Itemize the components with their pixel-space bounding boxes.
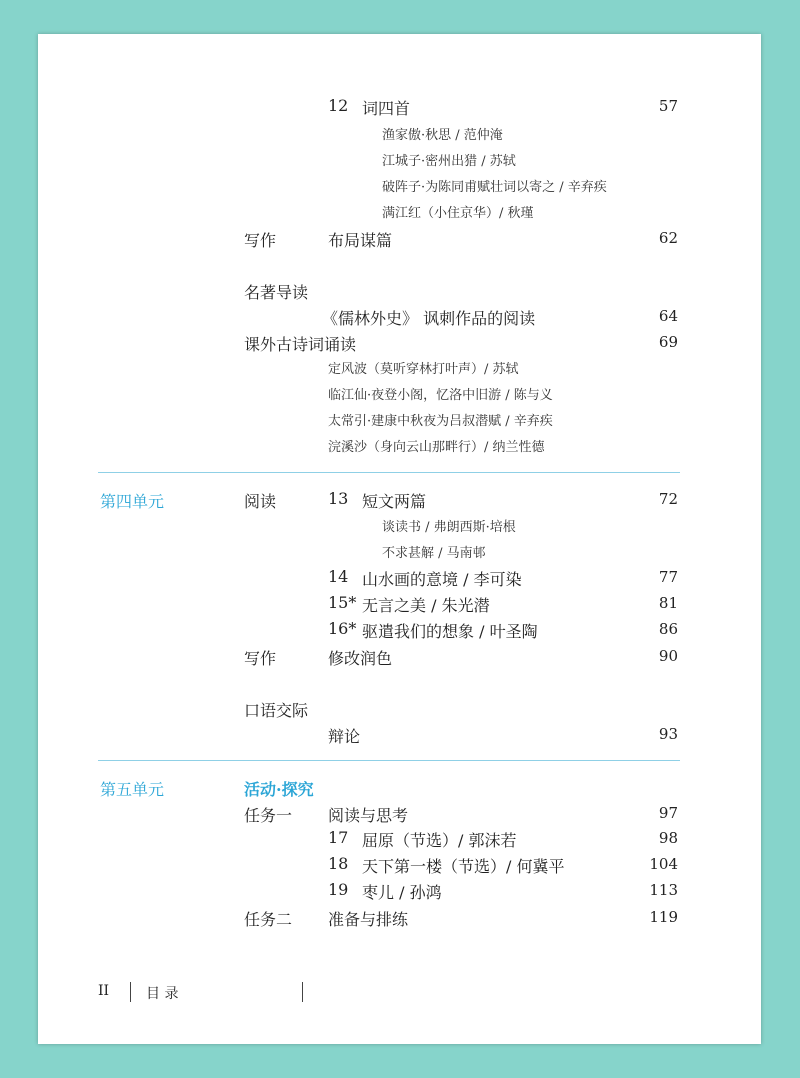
lesson-12-poem-2[interactable]: 江城子·密州出猎 / 苏轼	[382, 154, 516, 169]
writing-title[interactable]: 布局谋篇	[328, 231, 393, 250]
lesson-15-title[interactable]: 无言之美 / 朱光潜	[362, 596, 490, 615]
lesson-17-title[interactable]: 屈原（节选）/ 郭沫若	[362, 831, 517, 850]
lesson-19-page: 113	[649, 881, 678, 899]
writing-label: 写作	[244, 231, 277, 250]
lesson-14-number: 14	[328, 567, 349, 586]
activity-heading: 活动·探究	[244, 780, 314, 799]
footer-divider	[130, 982, 131, 1002]
classic-guide-label: 名著导读	[244, 283, 309, 302]
footer-page-number: II	[98, 983, 110, 999]
lesson-12-poem-1[interactable]: 渔家傲·秋思 / 范仲淹	[382, 128, 503, 143]
lesson-16-page: 86	[658, 620, 678, 638]
writing-4-title[interactable]: 修改润色	[328, 649, 393, 668]
oral-title[interactable]: 辩论	[328, 727, 361, 746]
writing-4-label: 写作	[244, 649, 277, 668]
oral-page: 93	[658, 725, 678, 743]
lesson-16-title[interactable]: 驱遣我们的想象 / 叶圣陶	[362, 622, 538, 641]
oral-label: 口语交际	[244, 701, 309, 720]
classic-guide-title[interactable]: 《儒林外史》 讽刺作品的阅读	[322, 309, 536, 328]
lesson-19-number: 19	[328, 880, 349, 899]
unit-divider-2	[98, 760, 680, 761]
task-1-title[interactable]: 阅读与思考	[328, 806, 409, 825]
unit-4-label: 第四单元	[100, 492, 165, 511]
lesson-13-title[interactable]: 短文两篇	[362, 492, 427, 511]
writing-page: 62	[658, 229, 678, 247]
extra-poem-2[interactable]: 临江仙·夜登小阁，忆洛中旧游 / 陈与义	[328, 388, 553, 403]
lesson-18-page: 104	[649, 855, 678, 873]
task-2-title[interactable]: 准备与排练	[328, 910, 409, 929]
task-2-label: 任务二	[244, 910, 293, 929]
lesson-18-title[interactable]: 天下第一楼（节选）/ 何冀平	[362, 857, 565, 876]
task-1-page: 97	[658, 804, 678, 822]
unit-divider	[98, 472, 680, 473]
footer-divider-2	[302, 982, 303, 1002]
lesson-19-title[interactable]: 枣儿 / 孙鸿	[362, 883, 442, 902]
lesson-12-page: 57	[658, 97, 678, 115]
classic-guide-page: 64	[658, 307, 678, 325]
toc-page	[38, 34, 761, 1044]
unit-4-reading-label: 阅读	[244, 492, 277, 511]
extra-poems-label[interactable]: 课外古诗词诵读	[244, 335, 357, 354]
unit-5-label: 第五单元	[100, 780, 165, 799]
lesson-17-page: 98	[658, 829, 678, 847]
extra-poem-1[interactable]: 定风波（莫听穿林打叶声）/ 苏轼	[328, 362, 519, 377]
lesson-12-poem-3[interactable]: 破阵子·为陈同甫赋壮词以寄之 / 辛弃疾	[382, 180, 607, 195]
lesson-15-number: 15*	[328, 593, 357, 612]
extra-poems-page: 69	[658, 333, 678, 351]
task-1-label: 任务一	[244, 806, 293, 825]
task-2-page: 119	[649, 908, 678, 926]
lesson-12-title[interactable]: 词四首	[362, 99, 411, 118]
lesson-13-page: 72	[658, 490, 678, 508]
lesson-18-number: 18	[328, 854, 349, 873]
lesson-16-number: 16*	[328, 619, 357, 638]
lesson-14-page: 77	[658, 568, 678, 586]
extra-poem-3[interactable]: 太常引·建康中秋夜为吕叔潜赋 / 辛弃疾	[328, 414, 553, 429]
lesson-15-page: 81	[658, 594, 678, 612]
lesson-13-essay-2[interactable]: 不求甚解 / 马南邨	[382, 546, 486, 561]
lesson-14-title[interactable]: 山水画的意境 / 李可染	[362, 570, 522, 589]
lesson-13-essay-1[interactable]: 谈读书 / 弗朗西斯·培根	[382, 520, 516, 535]
lesson-17-number: 17	[328, 828, 349, 847]
writing-4-page: 90	[658, 647, 678, 665]
lesson-13-number: 13	[328, 489, 349, 508]
lesson-12-number: 12	[328, 96, 349, 115]
footer-section-title: 目 录	[146, 986, 179, 1002]
extra-poem-4[interactable]: 浣溪沙（身向云山那畔行）/ 纳兰性德	[328, 440, 545, 455]
lesson-12-poem-4[interactable]: 满江红（小住京华）/ 秋瑾	[382, 206, 534, 221]
